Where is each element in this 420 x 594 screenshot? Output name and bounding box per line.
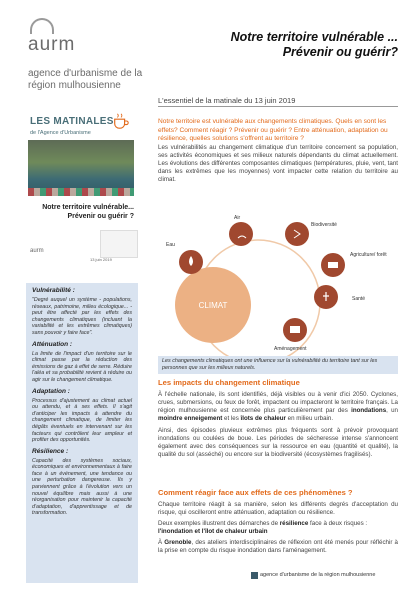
def-heading-adaptation: Adaptation : (32, 387, 70, 395)
label-biodiversity: Biodiversité (311, 222, 337, 228)
definitions-sidebar (26, 283, 138, 583)
bubble-biodiversity (285, 222, 309, 246)
intro-paragraph: Les vulnérabilités au changement climatique d'un territoire concernent sa population, ses activités économiques et ses milieux naturels dépendants du climat actuellement. Les évolutions des différentes composantes climatiques (températures, pluie, vent, tant dans les extrêmes que les moyennes) vont impacter cette relation du territoire au climat. (158, 144, 398, 183)
logo-ring-icon (30, 18, 54, 34)
page-title (168, 30, 398, 60)
section-reaction-para3: À Grenoble, des ateliers interdisciplinaires de réflexion ont été menés pour réfléchir à la prise en compte du risque inondation dans l'aménagement. (158, 539, 398, 554)
left-title-line1: Notre territoire vulnérable... (42, 204, 134, 211)
climate-label: CLIMAT (198, 301, 228, 310)
mini-date: 13 juin 2019 (90, 257, 112, 262)
def-text-adaptation: Processus d'ajustement au climat actuel ou attendu, et à ses effets. Il s'agit d'anticiper les impacts à attendre du changement climatique, de limiter les dégâts éventuels en intervenant sur les facteurs qui contrôlent leur ampleur et profiter des opportunités. (32, 397, 132, 444)
def-heading-attenuation: Atténuation : (32, 340, 73, 348)
coffee-cup-icon (112, 112, 130, 130)
header-divider (158, 106, 398, 107)
left-title (30, 203, 134, 221)
building-icon (290, 326, 300, 333)
intro-question: Notre territoire est vulnérable aux changements climatiques. Quels en sont les effets? Comment réagir ? Prévenir ou guérir ? Entre atténuation, adaptation ou résilience, quelles solutions s'offrent au territoire ? (158, 118, 388, 142)
def-heading-resilience: Résilience : (32, 447, 69, 455)
section-impacts-para1: À l'échelle nationale, ils sont identifiés, déjà visibles ou à venir d'ici 2050. Cyclones, crues, submersions, ou feux de forêt, impactent ou impacteront le territoire français. La région mulhousienne est concernée plus particulièrement par des inondations, un moindre enneigement et les îlots de chaleur en milieu urbain. (158, 391, 398, 422)
left-title-line2: Prévenir ou guérir ? (67, 213, 134, 220)
tractor-icon (328, 262, 338, 268)
logo-word: aurm (28, 34, 76, 55)
page-title-line1: Notre territoire vulnérable ... (230, 30, 398, 44)
label-air: Air (234, 215, 241, 221)
mini-logo: aurm (30, 248, 44, 254)
section-reaction (158, 488, 398, 555)
section-reaction-para1: Chaque territoire réagit à sa manière, selon les différents degrés d'acceptation du risque, qui oscilleront entre atténuation, adaptation ou résilience. (158, 501, 398, 516)
page-title-line2: Prévenir ou guérir? (282, 45, 398, 59)
climate-diagram (158, 212, 398, 372)
section-reaction-heading: Comment réagir face aux effets de ces phénomènes ? (158, 488, 353, 497)
matinales-sublabel: de l'Agence d'Urbanisme (30, 130, 91, 136)
mini-panel (100, 230, 138, 258)
footer-text: agence d'urbanisme de la région mulhousienne (260, 572, 376, 578)
def-heading-vulnerability: Vulnérabilité : (32, 287, 75, 294)
event-photo-strip (28, 188, 134, 196)
footer-logo-icon (251, 572, 258, 579)
matinales-label: LES MATINALES (30, 116, 114, 127)
def-text-vulnerability: "Degré auquel un système - populations, réseaux, patrimoine, milieu écologique... - peut être affecté par les effets des changements climatiques (incluant la variabilité et les extrêmes climatiques) sans pouvoir y faire face". (32, 297, 132, 336)
label-health: Santé (352, 296, 366, 302)
label-planning: Aménagement (274, 346, 307, 352)
label-agriculture: Agriculture/ forêt (350, 252, 387, 258)
page-subline: L'essentiel de la matinale du 13 juin 2019 (158, 96, 296, 105)
def-text-attenuation: La limite de l'impact d'un territoire sur le climat passe par la réduction des émissions de gaz à effet de serre. Réduire l'aléa et sa probabilité revient à réduire ou agir sur le changement climatique. (32, 350, 132, 383)
section-reaction-para2: Deux exemples illustrent des démarches de résilience face à deux risques : l'inondation et l'îlot de chaleur urbain (158, 520, 368, 535)
label-water: Eau (166, 242, 175, 248)
diagram-caption: Les changements climatiques ont une influence sur la vulnérabilité du territoire tant sur les personnes que sur les milieux naturels. (158, 356, 398, 374)
def-text-resilience: Capacité des systèmes sociaux, économiques et environnementaux à faire face à un événement, une tendance ou une perturbation dangereuse. Ils y parviennent grâce à l'évolution vers un nouvel équilibre mais aussi à une réorganisation pour maintenir la capacité d'adaptation, d'apprentissage et de transformation. (32, 457, 132, 517)
section-impacts-heading: Les impacts du changement climatique (158, 378, 300, 387)
bubble-air (229, 222, 253, 246)
logo-subtitle: agence d'urbanisme de la région mulhousienne (28, 68, 143, 91)
section-impacts (158, 378, 398, 459)
section-impacts-para2: Ainsi, des épisodes pluvieux extrêmes plus fréquents sont à prévoir provoquant inondations ou coulées de boue. Les périodes de sécheresse intense s'annoncent également avec des conséquences sur la ressource en eau (quantité et qualité), la qualité du sol (asséché) ou encore sur la biodiversité (écosystèmes fragilisés). (158, 427, 398, 458)
